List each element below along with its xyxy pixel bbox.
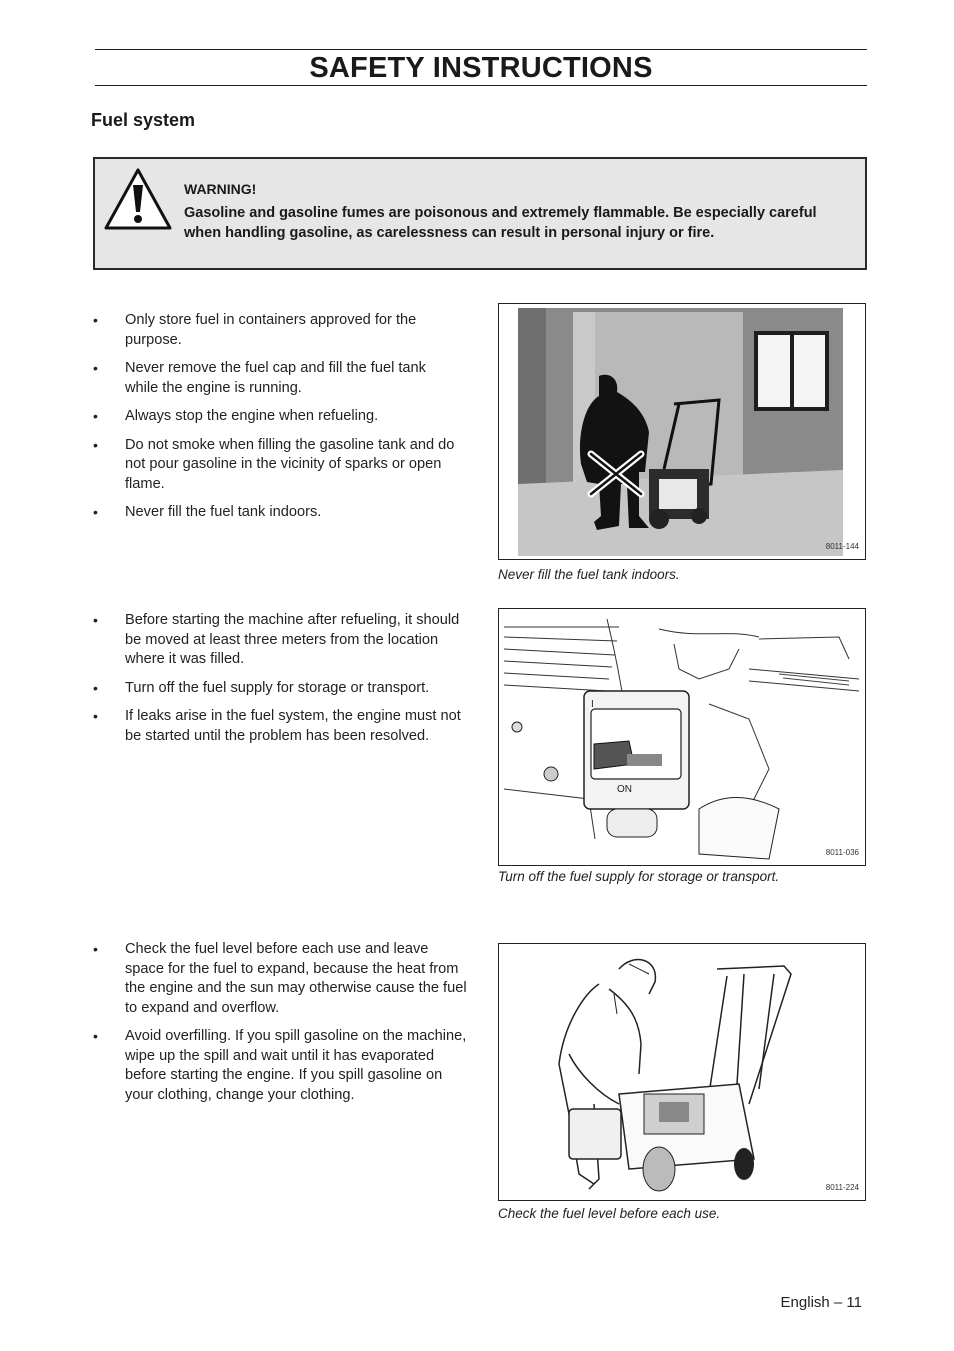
warning-text: Gasoline and gasoline fumes are poisonous and extremely flammable. Be especially careful when handling gasoline, as carelessness can result in personal injury or fire.: [184, 205, 817, 241]
header-rule-top: [95, 49, 867, 50]
page-number: English – 11: [780, 1294, 862, 1311]
list-item: • Check the fuel level before each use and leave space for the fuel to expand, because the heat from the engine and the sun may otherwise cause the fuel to expand and overflow.: [93, 940, 468, 1018]
figure-caption-3: Check the fuel level before each use.: [498, 1206, 721, 1221]
list-item: • Never remove the fuel cap and fill the fuel tank while the engine is running.: [93, 359, 463, 398]
exclamation-triangle-icon: [103, 167, 173, 231]
section-heading: Fuel system: [91, 110, 196, 130]
list-item: • Before starting the machine after refueling, it should be moved at least three meters from the location where it was filled.: [93, 611, 468, 670]
list-item: • Never fill the fuel tank indoors.: [93, 503, 463, 523]
list-item: • Turn off the fuel supply for storage or transport.: [93, 679, 468, 699]
indoor-refuel-illustration: [499, 304, 865, 559]
list-item: • Avoid overfilling. If you spill gasoline on the machine, wipe up the spill and wait until it has evaporated before starting the engine. If you spill gasoline on your clothing, change your clothing.: [93, 1027, 468, 1105]
figure-caption-2: Turn off the fuel supply for storage or transport.: [498, 869, 780, 884]
list-item: • If leaks arise in the fuel system, the engine must not be started until the problem has been resolved.: [93, 707, 468, 746]
bullet-list-1: [93, 311, 463, 532]
figure-code: 8011-144: [825, 542, 859, 551]
list-item: • Do not smoke when filling the gasoline tank and do not pour gasoline in the vicinity of sparks or open flame.: [93, 436, 463, 495]
bullet-list-3: [93, 940, 468, 1114]
warning-box: [93, 157, 867, 270]
figure-caption-1: Never fill the fuel tank indoors.: [498, 567, 680, 582]
fuel-valve-on-label: ON: [617, 784, 632, 795]
check-fuel-illustration: [499, 944, 865, 1200]
fuel-valve-illustration: [499, 609, 865, 865]
figure-fuel-valve: [498, 608, 866, 866]
page-title: SAFETY INSTRUCTIONS: [309, 52, 653, 84]
figure-code: 8011-224: [825, 1183, 859, 1192]
bullet-list-2: [93, 611, 468, 755]
list-item: • Always stop the engine when refueling.: [93, 407, 463, 427]
warning-title: WARNING!: [184, 181, 257, 197]
figure-check-fuel: [498, 943, 866, 1201]
list-item: • Only store fuel in containers approved for the purpose.: [93, 311, 463, 350]
figure-code: 8011-036: [825, 848, 859, 857]
figure-indoor-refuel: [498, 303, 866, 560]
fuel-valve-off-label: I: [591, 699, 594, 710]
header-rule-bottom: [95, 85, 867, 86]
